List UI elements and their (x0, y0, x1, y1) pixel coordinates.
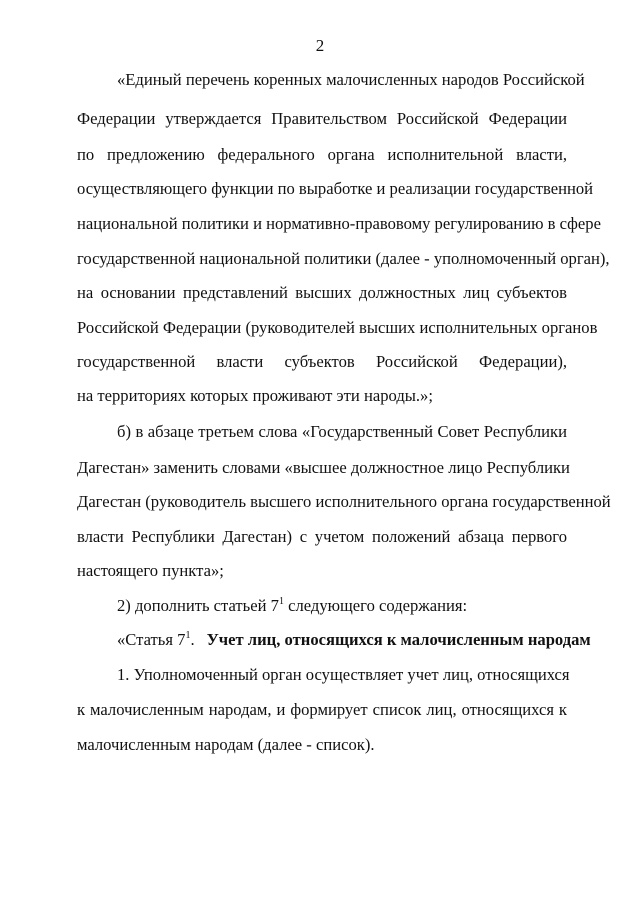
text-line: Дагестан (руководитель высшего исполнительного органа государственной (77, 492, 611, 511)
text-line: государственной власти субъектов Российской Федерации), (77, 352, 567, 371)
superscript: 1 (185, 630, 191, 641)
text-line: на территориях которых проживают эти народы.»; (77, 386, 433, 405)
text-line: национальной политики и нормативно-правовому регулированию в сфере (77, 214, 601, 233)
item-2-text: 2) дополнить статьей 7 (117, 596, 279, 615)
page-number: 2 (315, 36, 325, 55)
text-line: власти Республики Дагестан) с учетом положений абзаца первого (77, 527, 567, 546)
text-line: на основании представлений высших должностных лиц субъектов (77, 283, 567, 302)
text-line: Российской Федерации (руководителей высших исполнительных органов (77, 318, 598, 337)
text-line: по предложению федерального органа исполнительной власти, (77, 145, 567, 164)
text-line: малочисленным народам (далее - список). (77, 735, 375, 754)
text-line: «Единый перечень коренных малочисленных народов Российской (117, 70, 585, 89)
text-line: Федерации утверждается Правительством Российской Федерации (77, 109, 567, 128)
item-2-text-end: следующего содержания: (283, 596, 468, 615)
text-line: 1. Уполномоченный орган осуществляет учет лиц, относящихся (117, 665, 570, 684)
article-dot: . (190, 630, 195, 649)
article-title: Учет лиц, относящихся к малочисленным народам (206, 630, 591, 649)
text-line: настоящего пункта»; (77, 561, 224, 580)
article-prefix: «Статья 7 (117, 630, 186, 649)
superscript: 1 (278, 596, 284, 607)
text-line: Дагестан» заменить словами «высшее должностное лицо Республики (77, 458, 570, 477)
text-line: государственной национальной политики (далее - уполномоченный орган), (77, 249, 610, 268)
text-line: к малочисленным народам, и формирует список лиц, относящихся к (77, 700, 567, 719)
text-line: осуществляющего функции по выработке и реализации государственной (77, 179, 594, 198)
article-heading (117, 630, 591, 650)
text-line (117, 596, 567, 616)
text-line: б) в абзаце третьем слова «Государственный Совет Республики (117, 422, 567, 441)
